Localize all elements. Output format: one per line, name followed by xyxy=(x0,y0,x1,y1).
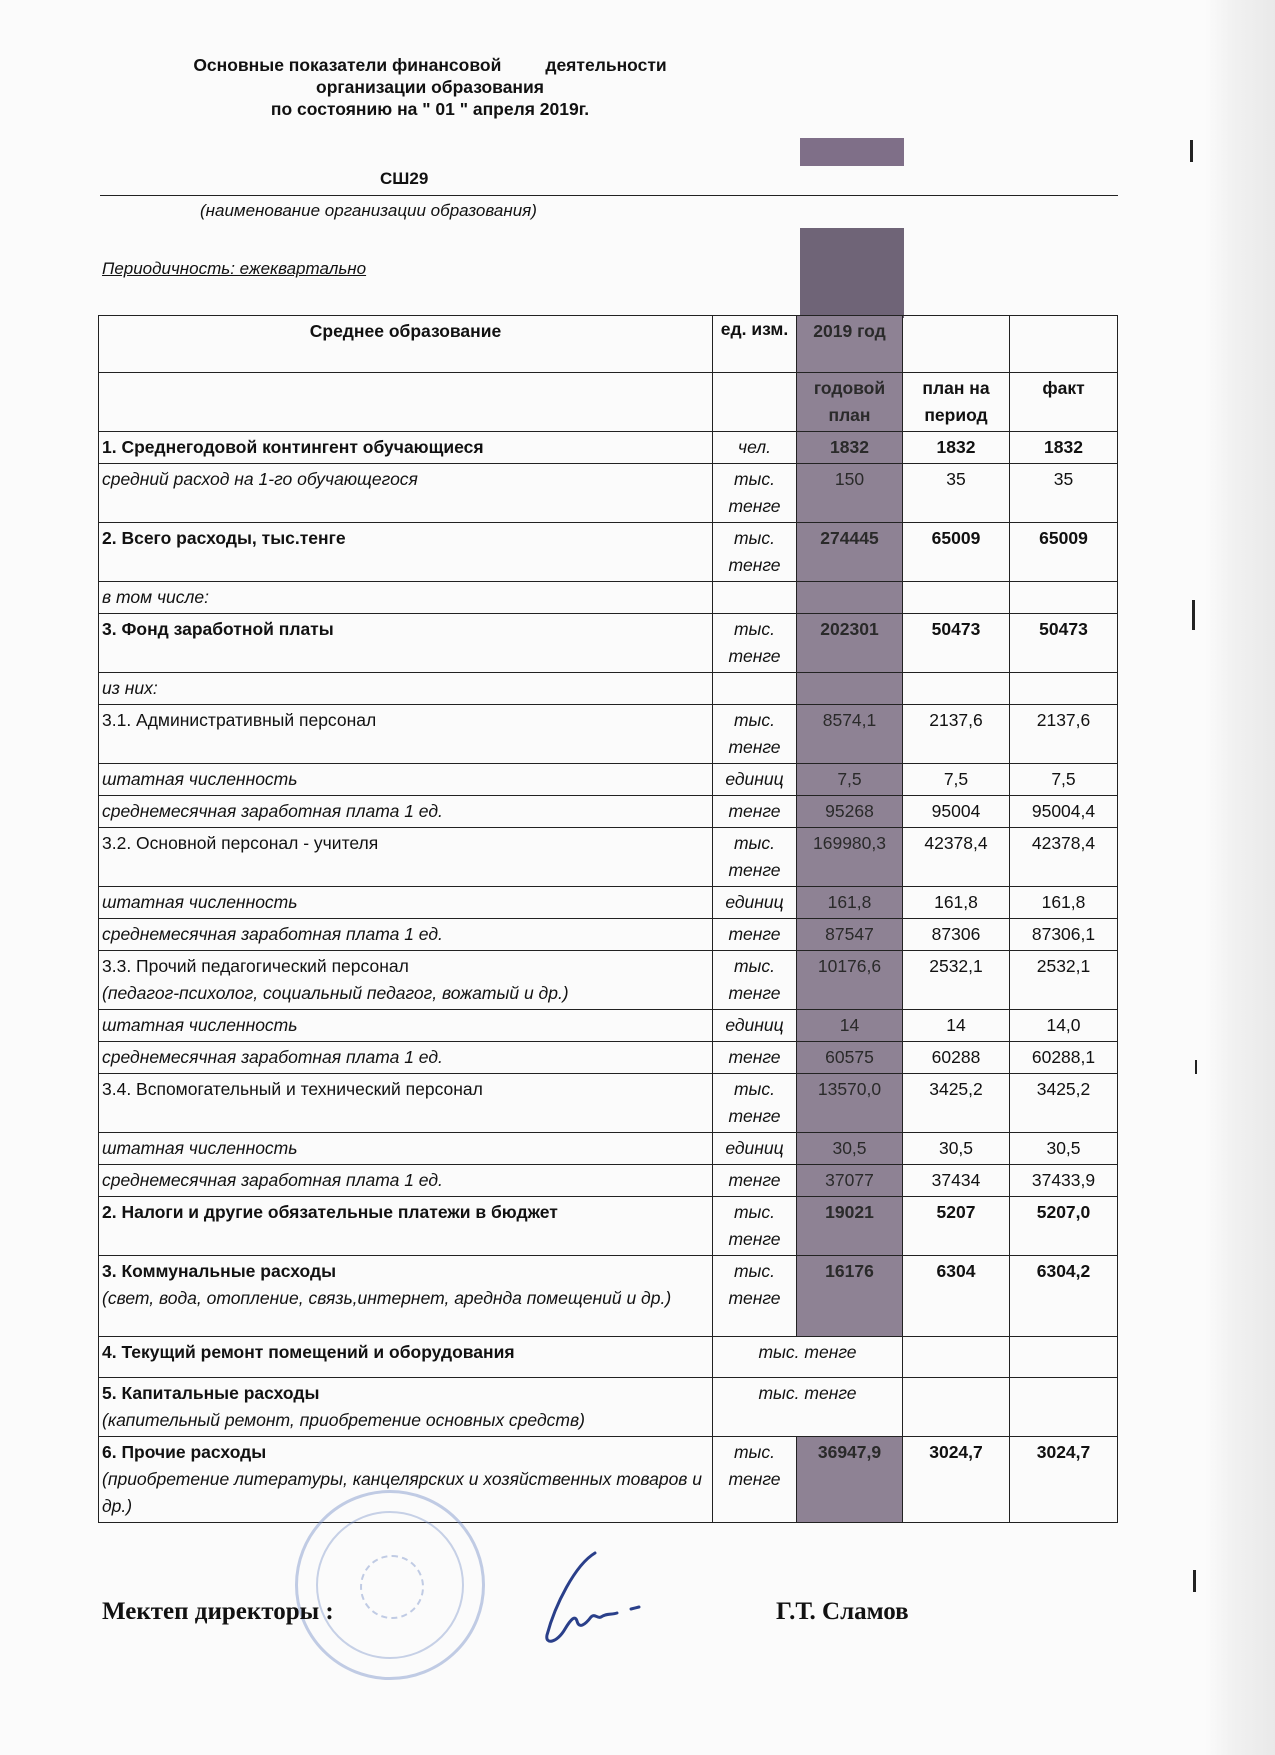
header-period-plan: план на период xyxy=(903,373,1010,432)
scan-shading xyxy=(800,228,904,318)
row-label-cell xyxy=(99,1197,713,1256)
scan-mark xyxy=(1195,1060,1197,1074)
row-period: 1832 xyxy=(903,432,1010,464)
row-label: штатная численность xyxy=(102,1015,298,1035)
header-annual-plan: годовой план xyxy=(797,373,903,432)
table-row xyxy=(99,1165,1118,1197)
row-label-cell xyxy=(99,951,713,1010)
row-period: 42378,4 xyxy=(903,828,1010,887)
org-caption: (наименование организации образования) xyxy=(200,201,537,220)
row-fact: 65009 xyxy=(1010,523,1118,582)
row-unit: тенге xyxy=(713,1165,797,1197)
row-label-cell xyxy=(99,1165,713,1197)
row-fact: 161,8 xyxy=(1010,887,1118,919)
row-label: 3.1. Административный персонал xyxy=(102,710,377,730)
row-unit: единиц xyxy=(713,887,797,919)
row-fact: 7,5 xyxy=(1010,764,1118,796)
row-annual-plan: 87547 xyxy=(797,919,903,951)
org-underline xyxy=(100,195,1118,196)
row-unit: тыс. тенге xyxy=(713,614,797,673)
row-fact: 14,0 xyxy=(1010,1010,1118,1042)
row-unit: единиц xyxy=(713,764,797,796)
row-label: в том числе: xyxy=(102,587,209,607)
title-line3: по состоянию на " 01 " апреля 2019г. xyxy=(270,99,590,119)
row-unit: единиц xyxy=(713,1010,797,1042)
row-annual-plan: 274445 xyxy=(797,523,903,582)
row-annual-plan: 202301 xyxy=(797,614,903,673)
row-unit: тыс. тенге xyxy=(713,1197,797,1256)
table-row xyxy=(99,1197,1118,1256)
header-year: 2019 год xyxy=(797,316,903,373)
row-unit: чел. xyxy=(713,432,797,464)
row-label-cell xyxy=(99,1010,713,1042)
table-row xyxy=(99,582,1118,614)
table-row xyxy=(99,1133,1118,1165)
document-title xyxy=(150,54,710,120)
table-row xyxy=(99,1256,1118,1337)
row-period: 30,5 xyxy=(903,1133,1010,1165)
table-row xyxy=(99,464,1118,523)
row-label-cell xyxy=(99,705,713,764)
row-sublabel: (капительный ремонт, приобретение основных средств) xyxy=(102,1410,585,1430)
row-sublabel: (педагог-психолог, социальный педагог, вожатый и др.) xyxy=(102,983,569,1003)
row-period: 161,8 xyxy=(903,887,1010,919)
row-label: среднемесячная заработная плата 1 ед. xyxy=(102,924,443,944)
row-label: штатная численность xyxy=(102,892,298,912)
director-name: Г.Т. Сламов xyxy=(776,1598,909,1625)
row-annual-plan xyxy=(797,673,903,705)
row-annual-plan: 14 xyxy=(797,1010,903,1042)
table-row xyxy=(99,705,1118,764)
row-label-cell xyxy=(99,764,713,796)
row-annual-plan: 95268 xyxy=(797,796,903,828)
table-subheader-row xyxy=(99,373,1118,432)
row-unit xyxy=(713,673,797,705)
table-row xyxy=(99,1074,1118,1133)
row-unit: тыс. тенге xyxy=(713,523,797,582)
row-period: 65009 xyxy=(903,523,1010,582)
row-annual-plan: 36947,9 xyxy=(797,1437,903,1523)
row-fact xyxy=(1010,673,1118,705)
row-unit: тенге xyxy=(713,796,797,828)
table-row xyxy=(99,1437,1118,1523)
row-fact xyxy=(1010,1378,1118,1437)
row-label-cell xyxy=(99,887,713,919)
director-label: Мектеп директоры : xyxy=(102,1598,334,1625)
row-period: 3024,7 xyxy=(903,1437,1010,1523)
row-period xyxy=(903,1337,1010,1378)
row-annual-plan: 16176 xyxy=(797,1256,903,1337)
row-label: среднемесячная заработная плата 1 ед. xyxy=(102,801,443,821)
row-unit: единиц xyxy=(713,1133,797,1165)
row-label: 3.3. Прочий педагогический персонал xyxy=(102,956,409,976)
scan-edge-shadow xyxy=(1205,0,1275,1755)
row-unit: тыс. тенге xyxy=(713,951,797,1010)
row-label: штатная численность xyxy=(102,1138,298,1158)
subheader-empty xyxy=(713,373,797,432)
periodicity: Периодичность: ежеквартально xyxy=(102,259,367,278)
row-fact: 37433,9 xyxy=(1010,1165,1118,1197)
row-label: 5. Капитальные расходы xyxy=(102,1383,320,1403)
row-period: 37434 xyxy=(903,1165,1010,1197)
row-label-cell xyxy=(99,582,713,614)
org-name: СШ29 xyxy=(380,169,429,188)
row-unit: тыс. тенге xyxy=(713,464,797,523)
row-unit: тыс. тенге xyxy=(713,1074,797,1133)
row-label: среднемесячная заработная плата 1 ед. xyxy=(102,1047,443,1067)
title-line1-b: деятельности xyxy=(545,55,667,75)
header-empty xyxy=(1010,316,1118,373)
title-line2: организации образования xyxy=(316,77,544,97)
row-unit xyxy=(713,582,797,614)
row-period: 87306 xyxy=(903,919,1010,951)
row-period: 50473 xyxy=(903,614,1010,673)
row-annual-plan: 60575 xyxy=(797,1042,903,1074)
row-period xyxy=(903,1378,1010,1437)
row-period: 3425,2 xyxy=(903,1074,1010,1133)
row-period: 95004 xyxy=(903,796,1010,828)
row-period xyxy=(903,673,1010,705)
table-row xyxy=(99,432,1118,464)
row-label: средний расход на 1-го обучающегося xyxy=(102,469,418,489)
row-annual-plan: 30,5 xyxy=(797,1133,903,1165)
table-row xyxy=(99,1042,1118,1074)
row-label: 4. Текущий ремонт помещений и оборудования xyxy=(102,1342,515,1362)
row-label: 2. Всего расходы, тыс.тенге xyxy=(102,528,346,548)
row-annual-plan: 169980,3 xyxy=(797,828,903,887)
row-fact: 2137,6 xyxy=(1010,705,1118,764)
row-sublabel: (приобретение литературы, канцелярских и хозяйственных товаров и др.) xyxy=(102,1469,703,1516)
table-row xyxy=(99,673,1118,705)
row-label-cell xyxy=(99,1074,713,1133)
row-label-cell xyxy=(99,1256,713,1337)
row-fact: 30,5 xyxy=(1010,1133,1118,1165)
table-row xyxy=(99,887,1118,919)
row-period: 35 xyxy=(903,464,1010,523)
row-annual-plan: 8574,1 xyxy=(797,705,903,764)
row-unit: тыс. тенге xyxy=(713,1378,903,1437)
row-fact: 42378,4 xyxy=(1010,828,1118,887)
row-fact xyxy=(1010,1337,1118,1378)
scan-mark xyxy=(1192,600,1195,630)
row-label: 6. Прочие расходы xyxy=(102,1442,267,1462)
row-label-cell xyxy=(99,1378,713,1437)
row-period xyxy=(903,582,1010,614)
header-empty xyxy=(903,316,1010,373)
table-row xyxy=(99,796,1118,828)
row-annual-plan: 7,5 xyxy=(797,764,903,796)
row-unit: тыс. тенге xyxy=(713,1337,903,1378)
subheader-empty xyxy=(99,373,713,432)
row-label: из них: xyxy=(102,678,158,698)
scan-mark xyxy=(1190,140,1193,162)
table-header-row xyxy=(99,316,1118,373)
title-line1-a: Основные показатели финансовой xyxy=(193,55,502,75)
row-period: 2532,1 xyxy=(903,951,1010,1010)
row-annual-plan: 37077 xyxy=(797,1165,903,1197)
table-row xyxy=(99,614,1118,673)
row-fact: 95004,4 xyxy=(1010,796,1118,828)
row-label: среднемесячная заработная плата 1 ед. xyxy=(102,1170,443,1190)
row-period: 7,5 xyxy=(903,764,1010,796)
signature-image xyxy=(535,1545,655,1655)
row-label-cell xyxy=(99,796,713,828)
row-label-cell xyxy=(99,1337,713,1378)
table-row xyxy=(99,1337,1118,1378)
row-label: 1. Среднегодовой контингент обучающиеся xyxy=(102,437,484,457)
row-label: 3. Коммунальные расходы xyxy=(102,1261,337,1281)
row-fact: 6304,2 xyxy=(1010,1256,1118,1337)
row-label-cell xyxy=(99,614,713,673)
row-fact: 60288,1 xyxy=(1010,1042,1118,1074)
row-label-cell xyxy=(99,1042,713,1074)
row-unit: тыс. тенге xyxy=(713,705,797,764)
row-fact: 1832 xyxy=(1010,432,1118,464)
row-annual-plan: 10176,6 xyxy=(797,951,903,1010)
table-row xyxy=(99,764,1118,796)
row-label: 3. Фонд заработной платы xyxy=(102,619,334,639)
row-fact: 3425,2 xyxy=(1010,1074,1118,1133)
row-fact: 5207,0 xyxy=(1010,1197,1118,1256)
table-row xyxy=(99,1378,1118,1437)
row-label: 3.4. Вспомогательный и технический персонал xyxy=(102,1079,483,1099)
row-label: 2. Налоги и другие обязательные платежи в бюджет xyxy=(102,1202,558,1222)
row-fact: 87306,1 xyxy=(1010,919,1118,951)
row-label-cell xyxy=(99,828,713,887)
row-unit: тыс. тенге xyxy=(713,1437,797,1523)
row-unit: тыс. тенге xyxy=(713,1256,797,1337)
header-fact: факт xyxy=(1010,373,1118,432)
official-stamp xyxy=(295,1490,485,1680)
row-label-cell xyxy=(99,673,713,705)
row-label-cell xyxy=(99,919,713,951)
row-label-cell xyxy=(99,464,713,523)
row-label-cell xyxy=(99,432,713,464)
row-label: 3.2. Основной персонал - учителя xyxy=(102,833,379,853)
row-sublabel: (свет, вода, отопление, связь,интернет, ареднда помещений и др.) xyxy=(102,1288,672,1308)
row-annual-plan xyxy=(797,582,903,614)
row-period: 5207 xyxy=(903,1197,1010,1256)
header-section: Среднее образование xyxy=(99,316,713,373)
row-label-cell xyxy=(99,523,713,582)
row-period: 60288 xyxy=(903,1042,1010,1074)
row-fact xyxy=(1010,582,1118,614)
row-period: 14 xyxy=(903,1010,1010,1042)
row-label-cell xyxy=(99,1133,713,1165)
row-unit: тенге xyxy=(713,919,797,951)
scan-shading xyxy=(800,138,904,166)
row-annual-plan: 19021 xyxy=(797,1197,903,1256)
finance-table xyxy=(98,315,1118,1523)
row-annual-plan: 150 xyxy=(797,464,903,523)
row-period: 2137,6 xyxy=(903,705,1010,764)
row-unit: тыс. тенге xyxy=(713,828,797,887)
row-unit: тенге xyxy=(713,1042,797,1074)
table-row xyxy=(99,919,1118,951)
row-fact: 3024,7 xyxy=(1010,1437,1118,1523)
row-period: 6304 xyxy=(903,1256,1010,1337)
table-row xyxy=(99,828,1118,887)
table-row xyxy=(99,1010,1118,1042)
row-annual-plan: 161,8 xyxy=(797,887,903,919)
table-row xyxy=(99,523,1118,582)
row-annual-plan: 1832 xyxy=(797,432,903,464)
row-annual-plan: 13570,0 xyxy=(797,1074,903,1133)
row-fact: 35 xyxy=(1010,464,1118,523)
scan-mark xyxy=(1193,1570,1196,1592)
row-fact: 2532,1 xyxy=(1010,951,1118,1010)
table-row xyxy=(99,951,1118,1010)
row-fact: 50473 xyxy=(1010,614,1118,673)
header-unit: ед. изм. xyxy=(713,316,797,373)
row-label: штатная численность xyxy=(102,769,298,789)
